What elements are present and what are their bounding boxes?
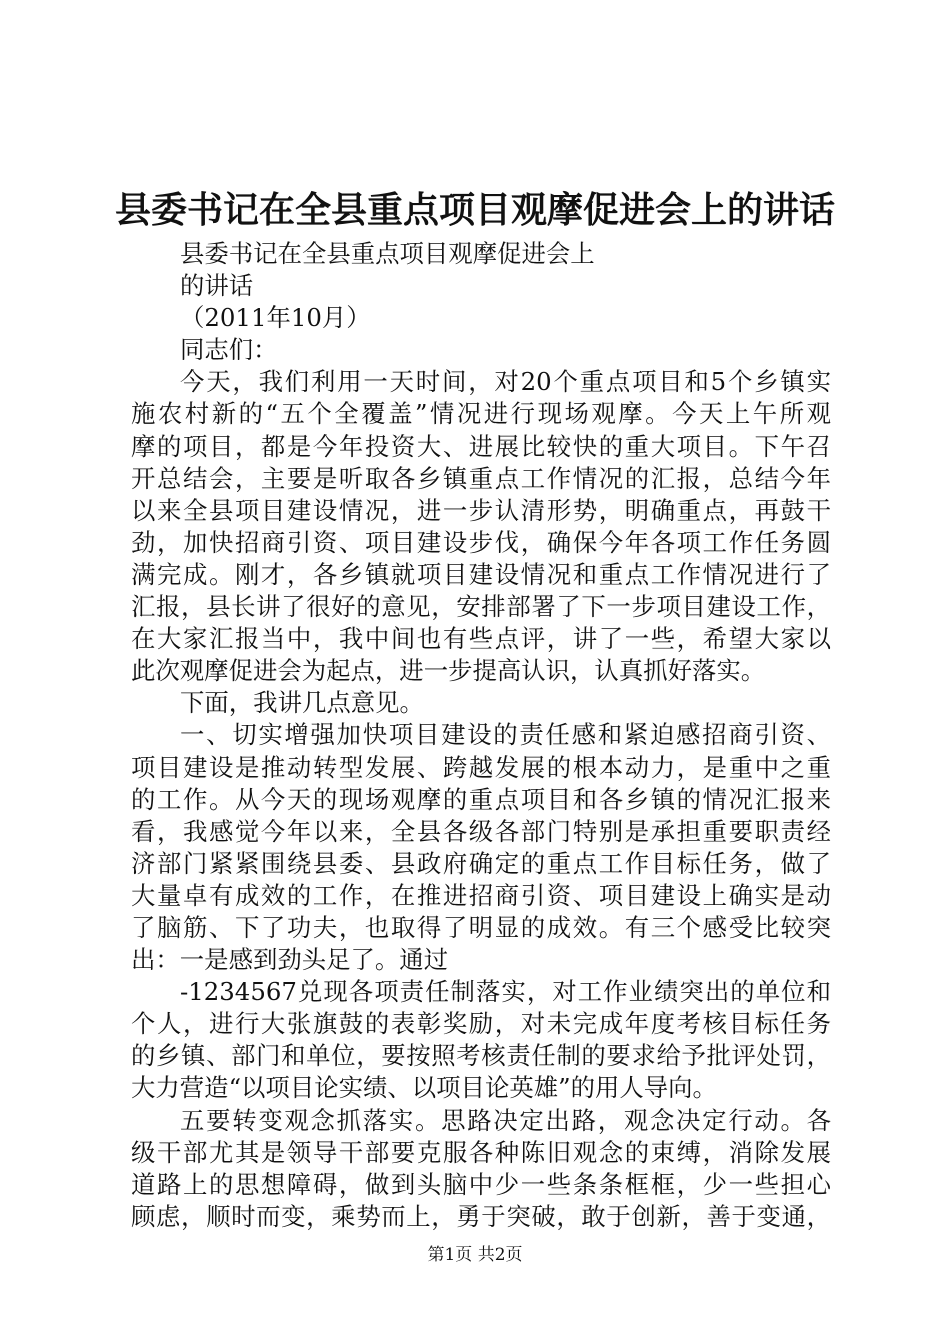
text-line: 的讲话 xyxy=(180,271,254,301)
text-line: 今天，我们利用一天时间，对20个重点项目和5个乡镇实 xyxy=(180,367,831,397)
text-line: 劲，加快招商引资、项目建设步伐，确保今年各项工作任务圆 xyxy=(131,527,831,557)
text-line: 看，我感觉今年以来，全县各级各部门特别是承担重要职责经 xyxy=(131,816,831,846)
text-line: 施农村新的“五个全覆盖”情况进行现场观摩。今天上午所观 xyxy=(131,399,831,429)
text-line: 大量卓有成效的工作，在推进招商引资、项目建设上确实是动 xyxy=(131,880,831,910)
text-line: 汇报，县长讲了很好的意见，安排部署了下一步项目建设工作， xyxy=(131,592,831,622)
text-line: 以来全县项目建设情况，进一步认清形势，明确重点，再鼓干 xyxy=(131,495,831,525)
text-line: 摩的项目，都是今年投资大、进展比较快的重大项目。下午召 xyxy=(131,431,831,461)
document-body xyxy=(131,238,831,1233)
text-line: 道路上的思想障碍，做到头脑中少一些条条框框，少一些担心 xyxy=(131,1169,831,1199)
text-line: 了脑筋、下了功夫，也取得了明显的成效。有三个感受比较突 xyxy=(131,912,831,942)
text-line: 满完成。刚才，各乡镇就项目建设情况和重点工作情况进行了 xyxy=(131,559,831,589)
document-title: 县委书记在全县重点项目观摩促进会上的讲话 xyxy=(114,189,835,231)
text-line: （2011年10月） xyxy=(180,303,371,333)
text-line: -1234567兑现各项责任制落实，对工作业绩突出的单位和 xyxy=(180,977,831,1007)
text-line: 的乡镇、部门和单位，要按照考核责任制的要求给予批评处罚， xyxy=(131,1041,831,1071)
text-line: 大力营造“以项目论实绩、以项目论英雄”的用人导向。 xyxy=(131,1073,717,1103)
text-line: 五要转变观念抓落实。思路决定出路，观念决定行动。各 xyxy=(180,1105,831,1135)
text-line: 一、切实增强加快项目建设的责任感和紧迫感招商引资、 xyxy=(180,720,831,750)
text-line: 在大家汇报当中，我中间也有些点评，讲了一些，希望大家以 xyxy=(131,624,831,654)
text-line: 县委书记在全县重点项目观摩促进会上 xyxy=(180,239,595,268)
page-footer: 第1页 共2页 xyxy=(427,1245,523,1265)
text-line: 同志们： xyxy=(180,335,278,365)
text-line: 的工作。从今天的现场观摩的重点项目和各乡镇的情况汇报来 xyxy=(131,784,831,814)
text-line: 开总结会，主要是听取各乡镇重点工作情况的汇报，总结今年 xyxy=(131,463,831,493)
text-line: 出：一是感到劲头足了。通过 xyxy=(131,945,449,975)
text-line: 个人，进行大张旗鼓的表彰奖励，对未完成年度考核目标任务 xyxy=(131,1009,831,1039)
text-line: 项目建设是推动转型发展、跨越发展的根本动力，是重中之重 xyxy=(131,752,831,782)
text-line: 下面，我讲几点意见。 xyxy=(180,688,424,718)
text-line: 级干部尤其是领导干部要克服各种陈旧观念的束缚，消除发展 xyxy=(131,1137,831,1167)
text-line: 此次观摩促进会为起点，进一步提高认识，认真抓好落实。 xyxy=(131,656,766,686)
text-line: 济部门紧紧围绕县委、县政府确定的重点工作目标任务，做了 xyxy=(131,848,831,878)
text-line: 顾虑，顺时而变，乘势而上，勇于突破，敢于创新，善于变通， xyxy=(131,1201,831,1231)
